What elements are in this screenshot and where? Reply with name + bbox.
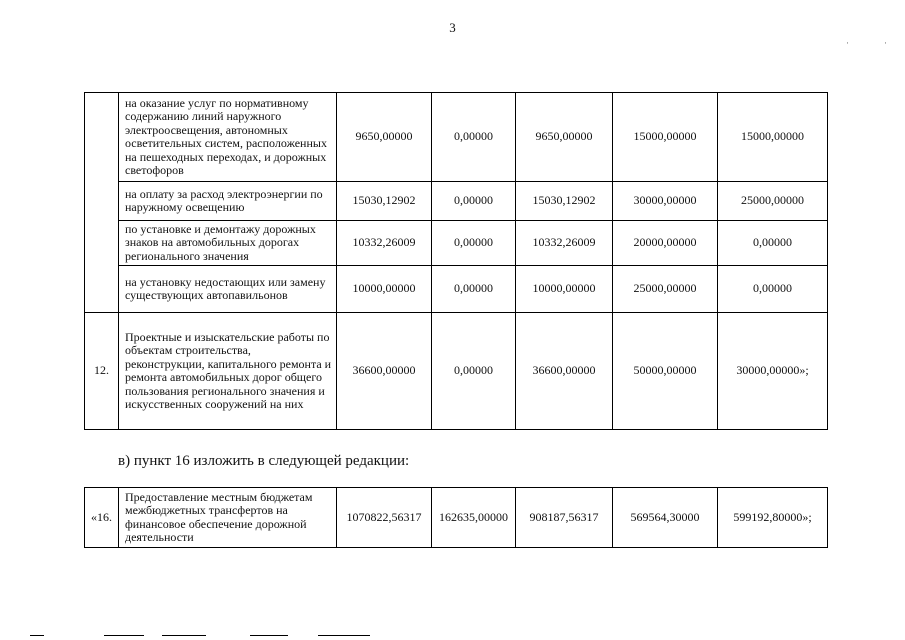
- value-cell: 0,00000: [432, 313, 516, 430]
- row-description: Предоставление местным бюджетам межбюджетных трансфертов на финансовое обеспечение дорожной деятельности: [119, 488, 337, 548]
- footer-line: [104, 635, 144, 636]
- value-cell: 15030,12902: [516, 182, 613, 221]
- row-description: Проектные и изыскательские работы по объектам строительства, реконструкции, капитального ремонта и ремонта автомобильных дорог общего пользования регионального значения и искусственных сооружений на них: [119, 313, 337, 430]
- footer-line: [30, 635, 44, 636]
- row-description: на установку недостающих или замену существующих автопавильонов: [119, 266, 337, 313]
- value-cell: 10000,00000: [337, 266, 432, 313]
- value-cell: 25000,00000: [718, 182, 828, 221]
- value-cell: 50000,00000: [613, 313, 718, 430]
- row-number: «16.: [85, 488, 119, 548]
- value-cell: 10332,26009: [337, 221, 432, 266]
- footer-line: [250, 635, 288, 636]
- table-row: [85, 182, 828, 221]
- value-cell: 36600,00000: [337, 313, 432, 430]
- value-cell: 10000,00000: [516, 266, 613, 313]
- footer-line: [162, 635, 206, 636]
- value-cell: 599192,80000»;: [718, 488, 828, 548]
- value-cell: 0,00000: [432, 182, 516, 221]
- value-cell: 162635,00000: [432, 488, 516, 548]
- page-number: 3: [449, 20, 456, 35]
- value-cell: 30000,00000: [613, 182, 718, 221]
- row-description: на оплату за расход электроэнергии по наружному освещению: [119, 182, 337, 221]
- budget-table-item-16: [84, 487, 828, 548]
- value-cell: 1070822,56317: [337, 488, 432, 548]
- value-cell: 0,00000: [718, 266, 828, 313]
- value-cell: 569564,30000: [613, 488, 718, 548]
- value-cell: 15030,12902: [337, 182, 432, 221]
- amendment-instruction: в) пункт 16 изложить в следующей редакции:: [118, 453, 410, 469]
- value-cell: 25000,00000: [613, 266, 718, 313]
- value-cell: 9650,00000: [337, 93, 432, 182]
- value-cell: 15000,00000: [718, 93, 828, 182]
- value-cell: 20000,00000: [613, 221, 718, 266]
- table-row: [85, 313, 828, 430]
- table-row: [85, 488, 828, 548]
- value-cell: 0,00000: [432, 221, 516, 266]
- table-row: [85, 266, 828, 313]
- row-number: [85, 93, 119, 313]
- footer-line: [318, 635, 370, 636]
- value-cell: 908187,56317: [516, 488, 613, 548]
- value-cell: 0,00000: [432, 93, 516, 182]
- scan-artifact: ·: [846, 38, 849, 48]
- value-cell: 15000,00000: [613, 93, 718, 182]
- value-cell: 10332,26009: [516, 221, 613, 266]
- value-cell: 0,00000: [432, 266, 516, 313]
- value-cell: 0,00000: [718, 221, 828, 266]
- table-row: [85, 93, 828, 182]
- row-number: 12.: [85, 313, 119, 430]
- row-description: на оказание услуг по нормативному содержанию линий наружного электроосвещения, автономных осветительных систем, расположенных на пешеходных переходах, и дорожных светофоров: [119, 93, 337, 182]
- scan-artifact: ·: [884, 38, 887, 48]
- value-cell: 30000,00000»;: [718, 313, 828, 430]
- row-description: по установке и демонтажу дорожных знаков на автомобильных дорогах регионального значения: [119, 221, 337, 266]
- table-row: [85, 221, 828, 266]
- budget-table-continued: [84, 92, 828, 430]
- value-cell: 36600,00000: [516, 313, 613, 430]
- value-cell: 9650,00000: [516, 93, 613, 182]
